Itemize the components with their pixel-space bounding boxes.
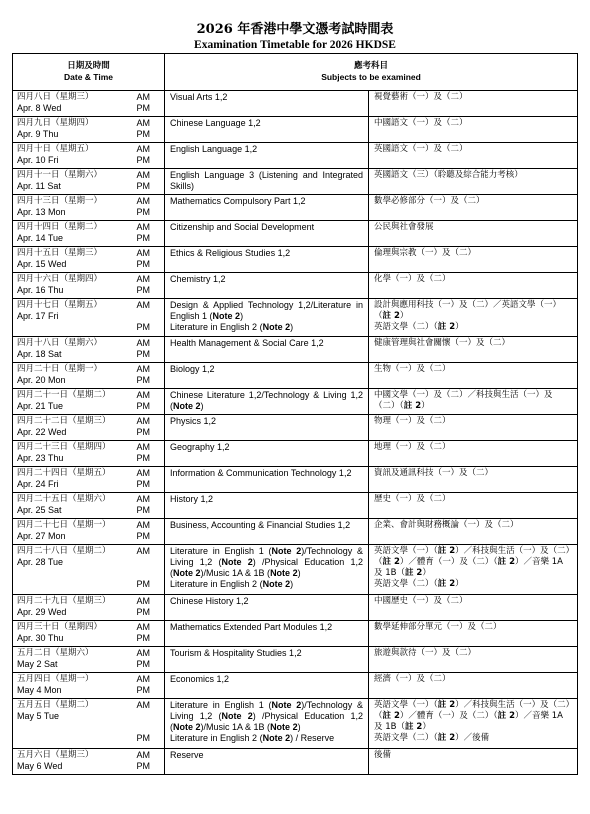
subject-chinese-line: 數學必修部分（一）及（二） [374, 196, 485, 206]
subject-english [165, 493, 369, 519]
header-date-time [13, 54, 165, 91]
subject-english-line: Biology 1,2 [170, 364, 215, 374]
exam-sessions [137, 621, 165, 647]
session-am: AM [136, 596, 150, 606]
session-pm: PM [136, 761, 150, 771]
exam-date [13, 273, 137, 299]
table-row [13, 467, 578, 493]
session-pm: PM [136, 659, 150, 669]
header-subjects-zh: 應考科目 [354, 61, 389, 71]
table-row [13, 621, 578, 647]
session-am: AM [136, 364, 150, 374]
exam-date-en: Apr. 15 Wed [17, 259, 67, 269]
subject-chinese-line: 化學（一）及（二） [374, 274, 451, 284]
subject-chinese-line: 資訊及通訊科技（一）及（二） [374, 468, 494, 478]
timetable-body [13, 91, 578, 775]
subject-chinese-line: 倫理與宗教（一）及（二） [374, 248, 477, 258]
subject-chinese [369, 647, 578, 673]
exam-sessions [137, 595, 165, 621]
subject-english-line: Chinese Literature 1,2/Technology & Living 1,2 (Note 2) [170, 390, 364, 411]
subject-chinese [369, 621, 578, 647]
exam-date [13, 195, 137, 221]
subject-english [165, 143, 369, 169]
subject-chinese-line: 英語文學（二）（註 2）／後備 [374, 733, 490, 743]
subject-chinese-line: 英語文學（一）（註 2）／科技與生活（一）及（二）（註 2）／體育（一）及（二）（註 2）／音樂 1A 及 1B（註 2） [374, 546, 570, 578]
session-pm: PM [136, 129, 150, 139]
exam-date-en: Apr. 13 Mon [17, 207, 66, 217]
exam-date-zh: 五月四日（星期一） [17, 674, 94, 684]
session-pm: PM [136, 633, 150, 643]
exam-date-zh: 四月十六日（星期四） [17, 274, 103, 284]
exam-sessions [137, 519, 165, 545]
session-am: AM [136, 546, 150, 556]
session-am: AM [136, 300, 150, 310]
exam-date-zh: 四月十三日（星期一） [17, 196, 103, 206]
session-pm: PM [136, 607, 150, 617]
subject-english-line: English Language 1,2 [170, 144, 258, 154]
session-am: AM [136, 338, 150, 348]
subject-chinese [369, 749, 578, 775]
subject-chinese [369, 389, 578, 415]
session-am: AM [136, 118, 150, 128]
exam-sessions [137, 749, 165, 775]
exam-date-zh: 四月二十七日（星期一） [17, 520, 111, 530]
exam-date [13, 467, 137, 493]
subject-chinese [369, 117, 578, 143]
session-am: AM [136, 274, 150, 284]
session-am: AM [136, 442, 150, 452]
subject-english [165, 91, 369, 117]
session-pm: PM [136, 531, 150, 541]
subject-english-line: Reserve [170, 750, 204, 760]
table-row [13, 545, 578, 595]
subject-chinese-line: 歷史（一）及（二） [374, 494, 451, 504]
exam-date-zh: 四月二十八日（星期二） [17, 546, 111, 556]
exam-sessions [137, 247, 165, 273]
session-am: AM [136, 248, 150, 258]
exam-date [13, 143, 137, 169]
session-pm: PM [136, 733, 150, 743]
session-pm: PM [136, 349, 150, 359]
subject-chinese [369, 337, 578, 363]
exam-sessions [137, 195, 165, 221]
subject-english [165, 545, 369, 595]
exam-date-en: Apr. 20 Mon [17, 375, 66, 385]
subject-english [165, 273, 369, 299]
subject-chinese-line: 地理（一）及（二） [374, 442, 451, 452]
subject-chinese [369, 545, 578, 595]
session-pm: PM [136, 285, 150, 295]
subject-chinese [369, 363, 578, 389]
table-row [13, 195, 578, 221]
exam-sessions [137, 415, 165, 441]
session-am: AM [136, 390, 150, 400]
table-row [13, 363, 578, 389]
title-english: Examination Timetable for 2026 HKDSE [194, 39, 396, 51]
session-am: AM [136, 170, 150, 180]
exam-date [13, 441, 137, 467]
exam-date-zh: 四月二十五日（星期六） [17, 494, 111, 504]
subject-english-line: Literature in English 2 (Note 2) [170, 579, 294, 589]
session-pm: PM [136, 579, 150, 589]
table-row [13, 441, 578, 467]
subject-english [165, 169, 369, 195]
session-am: AM [136, 416, 150, 426]
exam-date-en: Apr. 17 Fri [17, 311, 59, 321]
subject-english [165, 389, 369, 415]
table-row [13, 299, 578, 337]
subject-chinese [369, 299, 578, 337]
exam-date-zh: 四月八日（星期三） [17, 92, 94, 102]
session-pm: PM [136, 259, 150, 269]
subject-english-line: Mathematics Compulsory Part 1,2 [170, 196, 306, 206]
subject-english-line: English Language 3 (Listening and Integrated Skills) [170, 170, 364, 191]
session-am: AM [136, 750, 150, 760]
exam-date-en: Apr. 23 Thu [17, 453, 64, 463]
exam-date-en: Apr. 22 Wed [17, 427, 67, 437]
exam-sessions [137, 363, 165, 389]
subject-english [165, 441, 369, 467]
exam-sessions [137, 673, 165, 699]
subject-english [165, 699, 369, 749]
exam-sessions [137, 647, 165, 673]
subject-chinese-line: 英國語文（一）及（二） [374, 144, 468, 154]
exam-date-en: Apr. 10 Fri [17, 155, 59, 165]
exam-date [13, 519, 137, 545]
exam-date-zh: 四月十日（星期五） [17, 144, 94, 154]
subject-chinese-line: 中國文學（一）及（二）／科技與生活（一）及（二）（註 2） [374, 390, 553, 411]
exam-date [13, 415, 137, 441]
subject-english-line: Citizenship and Social Development [170, 222, 315, 232]
session-pm: PM [136, 505, 150, 515]
exam-date [13, 117, 137, 143]
subject-english [165, 337, 369, 363]
table-row [13, 749, 578, 775]
session-pm: PM [136, 479, 150, 489]
header-date-zh: 日期及時間 [67, 61, 110, 71]
subject-chinese [369, 467, 578, 493]
subject-english-line: Information & Communication Technology 1,2 [170, 468, 352, 478]
subject-english-line: Literature in English 1 (Note 2)/Technology & Living 1,2 (Note 2) /Physical Education 1,2 (Note 2)/Music 1A & 1B (Note 2) [170, 546, 364, 578]
exam-date-zh: 四月九日（星期四） [17, 118, 94, 128]
exam-sessions [137, 467, 165, 493]
subject-chinese [369, 273, 578, 299]
exam-date [13, 91, 137, 117]
exam-sessions [137, 299, 165, 337]
exam-date-en: May 4 Mon [17, 685, 62, 695]
exam-sessions [137, 169, 165, 195]
subject-english-line: Chemistry 1,2 [170, 274, 226, 284]
subject-english [165, 749, 369, 775]
subject-english [165, 195, 369, 221]
exam-date-zh: 四月二十四日（星期五） [17, 468, 111, 478]
subject-chinese-line: 旅遊與款待（一）及（二） [374, 648, 477, 658]
table-row [13, 247, 578, 273]
exam-date [13, 337, 137, 363]
subject-chinese [369, 519, 578, 545]
exam-date [13, 621, 137, 647]
table-row [13, 647, 578, 673]
exam-sessions [137, 337, 165, 363]
exam-date-zh: 五月二日（星期六） [17, 648, 94, 658]
exam-date [13, 595, 137, 621]
subject-chinese [369, 699, 578, 749]
exam-date-zh: 四月二十一日（星期二） [17, 390, 111, 400]
subject-english-line: Literature in English 1 (Note 2)/Technology & Living 1,2 (Note 2) /Physical Education 1,2 (Note 2)/Music 1A & 1B (Note 2) [170, 700, 364, 732]
subject-chinese [369, 595, 578, 621]
subject-english [165, 621, 369, 647]
exam-date-en: Apr. 14 Tue [17, 233, 64, 243]
subject-chinese-line: 經濟（一）及（二） [374, 674, 451, 684]
table-row [13, 273, 578, 299]
subject-chinese [369, 91, 578, 117]
subject-english-line: History 1,2 [170, 494, 214, 504]
exam-date-en: Apr. 27 Mon [17, 531, 66, 541]
table-row [13, 699, 578, 749]
exam-date [13, 389, 137, 415]
subject-english-line: Economics 1,2 [170, 674, 230, 684]
session-am: AM [136, 648, 150, 658]
subject-chinese-line: 後備 [374, 750, 392, 760]
exam-sessions [137, 441, 165, 467]
session-am: AM [136, 674, 150, 684]
session-pm: PM [136, 453, 150, 463]
exam-date-zh: 四月十七日（星期五） [17, 300, 103, 310]
subject-chinese [369, 441, 578, 467]
session-pm: PM [136, 322, 150, 332]
subject-chinese-line: 視覺藝術（一）及（二） [374, 92, 468, 102]
session-pm: PM [136, 401, 150, 411]
table-row [13, 389, 578, 415]
subject-chinese [369, 143, 578, 169]
subject-chinese [369, 673, 578, 699]
exam-date-zh: 四月二十三日（星期四） [17, 442, 111, 452]
table-row [13, 91, 578, 117]
exam-date-en: Apr. 28 Tue [17, 557, 64, 567]
subject-english-line: Literature in English 2 (Note 2) / Reserve [170, 733, 335, 743]
subject-chinese [369, 415, 578, 441]
exam-date-zh: 四月十一日（星期六） [17, 170, 103, 180]
subject-english [165, 519, 369, 545]
subject-chinese [369, 493, 578, 519]
subject-english-line: Literature in English 2 (Note 2) [170, 322, 294, 332]
exam-date [13, 299, 137, 337]
table-row [13, 519, 578, 545]
table-row [13, 169, 578, 195]
header-date-en: Date & Time [64, 72, 113, 82]
exam-date-zh: 四月三十日（星期四） [17, 622, 103, 632]
subject-chinese [369, 169, 578, 195]
exam-date-zh: 四月二十九日（星期三） [17, 596, 111, 606]
session-pm: PM [136, 103, 150, 113]
table-row [13, 117, 578, 143]
subject-chinese-line: 設計與應用科技（一）及（二）／英語文學（一）（註 2） [374, 300, 562, 321]
table-row [13, 143, 578, 169]
exam-date-zh: 四月十四日（星期二） [17, 222, 103, 232]
exam-date-en: Apr. 30 Thu [17, 633, 64, 643]
exam-date-en: Apr. 18 Sat [17, 349, 62, 359]
exam-date-en: Apr. 8 Wed [17, 103, 62, 113]
subject-chinese-line: 英國語文（三）（聆聽及綜合能力考核） [374, 170, 523, 180]
table-header [13, 54, 578, 91]
session-pm: PM [136, 207, 150, 217]
subject-english [165, 647, 369, 673]
session-pm: PM [136, 375, 150, 385]
exam-sessions [137, 143, 165, 169]
exam-sessions [137, 221, 165, 247]
header-subjects [165, 54, 578, 91]
exam-sessions [137, 389, 165, 415]
subject-chinese [369, 221, 578, 247]
subject-english-line: Design & Applied Technology 1,2/Literature in English 1 (Note 2) [170, 300, 364, 321]
exam-date-en: Apr. 9 Thu [17, 129, 59, 139]
subject-english [165, 299, 369, 337]
subject-english-line: Business, Accounting & Financial Studies 1,2 [170, 520, 351, 530]
subject-chinese-line: 中國歷史（一）及（二） [374, 596, 468, 606]
session-am: AM [136, 468, 150, 478]
subject-chinese-line: 英語文學（二）（註 2） [374, 579, 464, 589]
subject-chinese-line: 英語文學（二）（註 2） [374, 322, 464, 332]
session-am: AM [136, 700, 150, 710]
exam-date-en: May 5 Tue [17, 711, 60, 721]
exam-sessions [137, 699, 165, 749]
session-am: AM [136, 222, 150, 232]
table-row [13, 337, 578, 363]
subject-chinese [369, 195, 578, 221]
table-row [13, 493, 578, 519]
subject-chinese-line: 健康管理與社會關懷（一）及（二） [374, 338, 511, 348]
exam-sessions [137, 545, 165, 595]
session-pm: PM [136, 155, 150, 165]
subject-chinese-line: 公民與社會發展 [374, 222, 434, 232]
subject-chinese-line: 數學延伸部分單元（一）及（二） [374, 622, 502, 632]
subject-english-line: Ethics & Religious Studies 1,2 [170, 248, 291, 258]
exam-date [13, 221, 137, 247]
exam-date-en: Apr. 29 Wed [17, 607, 67, 617]
subject-english-line: Geography 1,2 [170, 442, 230, 452]
session-am: AM [136, 520, 150, 530]
exam-sessions [137, 273, 165, 299]
exam-sessions [137, 91, 165, 117]
exam-date-zh: 四月二十日（星期一） [17, 364, 103, 374]
exam-date-zh: 四月二十二日（星期三） [17, 416, 111, 426]
subject-chinese [369, 247, 578, 273]
subject-english-line: Physics 1,2 [170, 416, 217, 426]
exam-date-en: Apr. 21 Tue [17, 401, 64, 411]
subject-english [165, 247, 369, 273]
subject-chinese-line: 企業、會計與財務概論（一）及（二） [374, 520, 519, 530]
exam-sessions [137, 117, 165, 143]
table-row [13, 595, 578, 621]
table-row [13, 415, 578, 441]
exam-date-en: Apr. 24 Fri [17, 479, 59, 489]
exam-date [13, 699, 137, 749]
subject-english [165, 673, 369, 699]
subject-english [165, 117, 369, 143]
session-am: AM [136, 92, 150, 102]
exam-date [13, 673, 137, 699]
exam-date [13, 545, 137, 595]
session-pm: PM [136, 685, 150, 695]
session-pm: PM [136, 233, 150, 243]
exam-date [13, 493, 137, 519]
subject-english [165, 415, 369, 441]
exam-date [13, 247, 137, 273]
subject-english-line: Visual Arts 1,2 [170, 92, 228, 102]
subject-chinese-line: 英語文學（一）（註 2）／科技與生活（一）及（二）（註 2）／體育（一）及（二）（註 2）／音樂 1A 及 1B（註 2） [374, 700, 570, 732]
subject-english-line: Chinese History 1,2 [170, 596, 249, 606]
exam-date-zh: 四月十五日（星期三） [17, 248, 103, 258]
header-subjects-en: Subjects to be examined [321, 72, 421, 82]
exam-date-en: May 2 Sat [17, 659, 58, 669]
exam-date [13, 749, 137, 775]
session-am: AM [136, 144, 150, 154]
subject-english [165, 595, 369, 621]
session-am: AM [136, 196, 150, 206]
exam-date-zh: 四月十八日（星期六） [17, 338, 103, 348]
exam-date [13, 647, 137, 673]
exam-date-en: Apr. 25 Sat [17, 505, 62, 515]
session-pm: PM [136, 427, 150, 437]
subject-chinese-line: 生物（一）及（二） [374, 364, 451, 374]
exam-date [13, 363, 137, 389]
exam-date-zh: 五月六日（星期三） [17, 750, 94, 760]
subject-english [165, 363, 369, 389]
session-am: AM [136, 622, 150, 632]
subject-english-line: Chinese Language 1,2 [170, 118, 261, 128]
subject-english-line: Mathematics Extended Part Modules 1,2 [170, 622, 333, 632]
subject-chinese-line: 中國語文（一）及（二） [374, 118, 468, 128]
subject-english-line: Tourism & Hospitality Studies 1,2 [170, 648, 302, 658]
subject-english [165, 221, 369, 247]
exam-date [13, 169, 137, 195]
exam-timetable [12, 53, 578, 775]
subject-chinese-line: 物理（一）及（二） [374, 416, 451, 426]
subject-english [165, 467, 369, 493]
session-am: AM [136, 494, 150, 504]
exam-date-en: May 6 Wed [17, 761, 63, 771]
exam-sessions [137, 493, 165, 519]
exam-date-en: Apr. 16 Thu [17, 285, 64, 295]
session-pm: PM [136, 181, 150, 191]
exam-date-zh: 五月五日（星期二） [17, 700, 94, 710]
exam-date-en: Apr. 11 Sat [17, 181, 61, 191]
table-row [13, 673, 578, 699]
table-row [13, 221, 578, 247]
subject-english-line: Health Management & Social Care 1,2 [170, 338, 324, 348]
title-chinese: 2026 年香港中學文憑考試時間表 [196, 22, 394, 37]
